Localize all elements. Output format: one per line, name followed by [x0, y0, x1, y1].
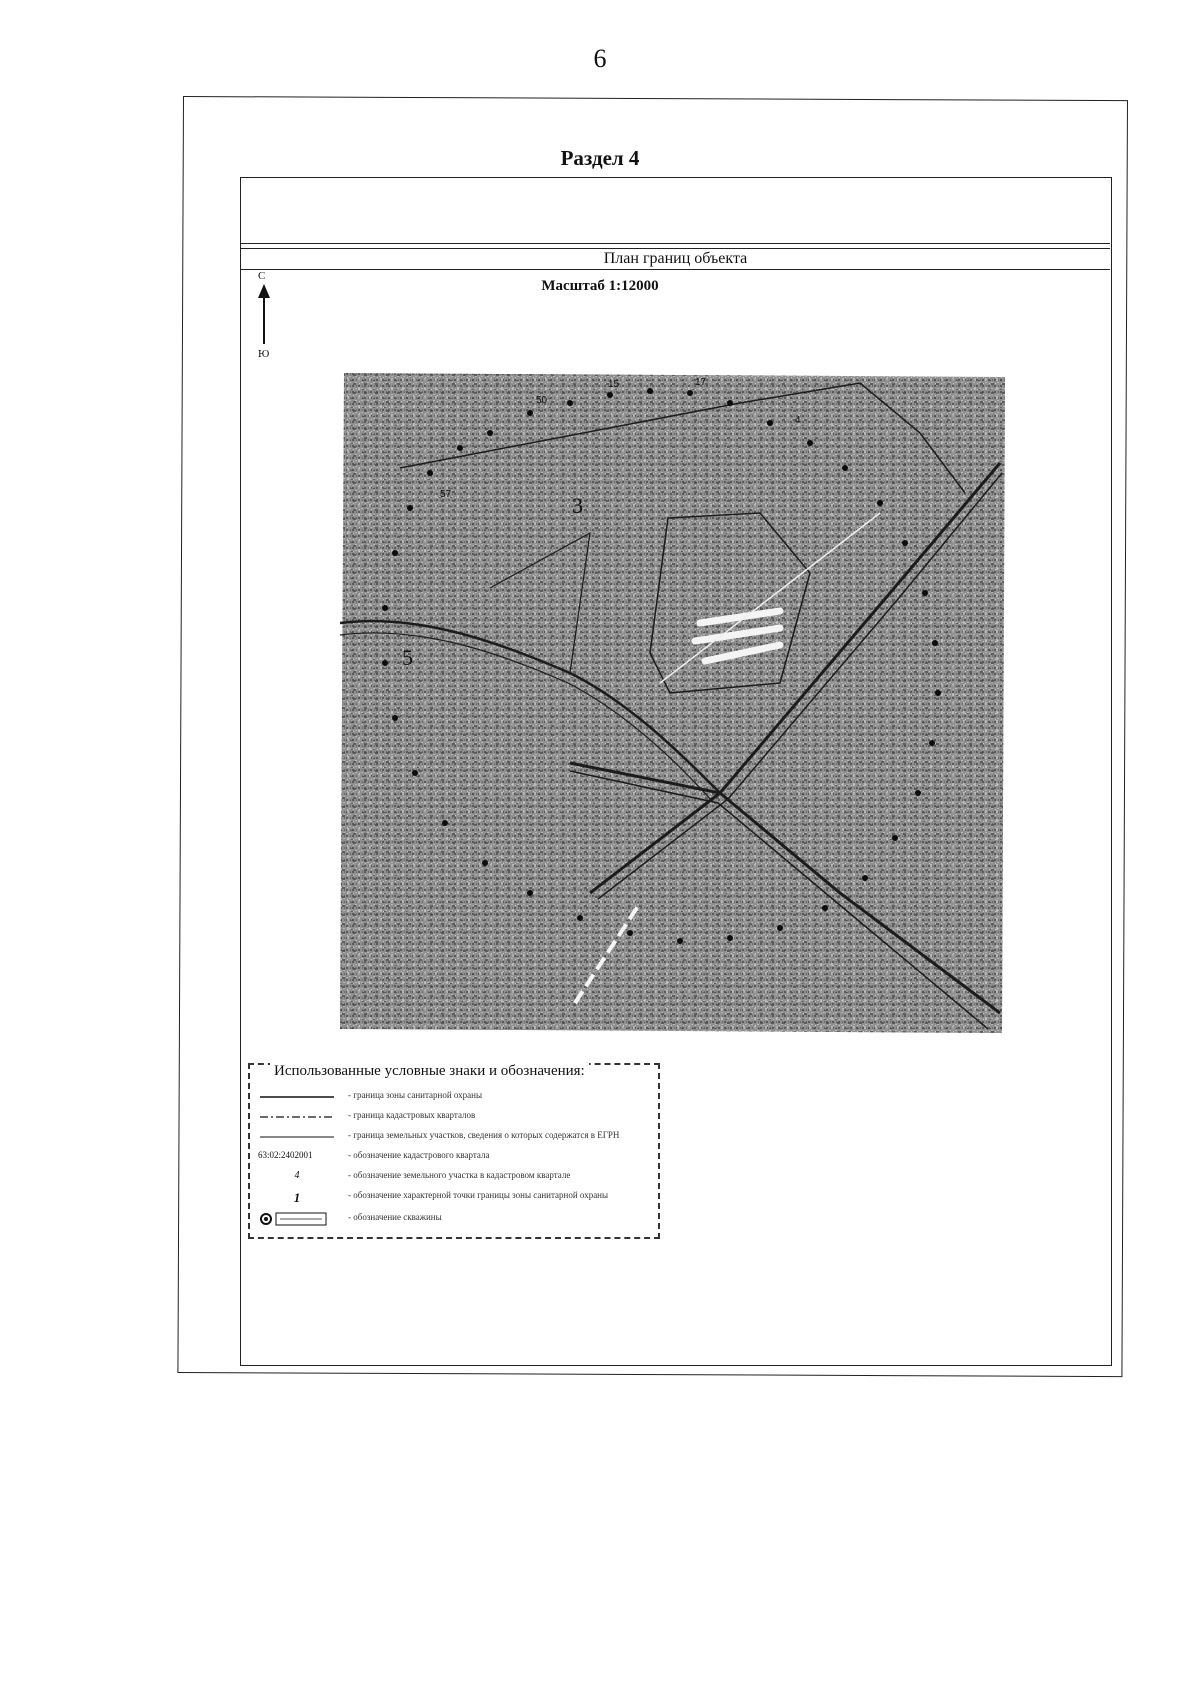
plan-title: План границ объекта — [241, 248, 1110, 270]
legend-text: - обозначение земельного участка в кадастровом квартале — [348, 1170, 571, 1180]
map-area-label: 3 — [572, 493, 583, 518]
legend-symbol-text: 1 — [293, 1190, 301, 1205]
legend-row — [258, 1087, 653, 1107]
legend-text: - обозначение скважины — [348, 1212, 442, 1222]
legend-text: - граница кадастровых кварталов — [348, 1110, 476, 1120]
legend-text: - граница земельных участков, сведения о которых содержатся в ЕГРН — [348, 1130, 620, 1140]
sanitary-zone-line-icon — [258, 1090, 336, 1104]
legend-text: - обозначение характерной точки границы зоны санитарной охраны — [348, 1190, 609, 1200]
compass-north-label: С — [258, 270, 266, 282]
boundary-point — [427, 470, 433, 476]
legend-row — [258, 1167, 653, 1187]
compass-south-label: Ю — [258, 348, 270, 360]
legend-row — [258, 1147, 653, 1167]
cadastral-boundary-line-icon — [258, 1110, 336, 1124]
map-point-label: 50 — [536, 395, 548, 406]
compass — [255, 270, 275, 365]
compass-shaft — [263, 296, 265, 344]
scale-label: Масштаб 1:12000 — [541, 278, 659, 294]
header-band — [241, 175, 1110, 244]
section-title: Раздел 4 — [560, 146, 640, 170]
map-point-label: 15 — [608, 379, 620, 390]
legend-row — [258, 1187, 653, 1207]
legend-row — [258, 1107, 653, 1127]
legend-title: Использованные условные знаки и обозначения: — [270, 1063, 589, 1080]
legend-row — [258, 1209, 653, 1229]
well-icon — [258, 1212, 336, 1226]
legend-text: - обозначение кадастрового квартала — [348, 1150, 490, 1160]
map-road-label: 5 — [402, 645, 413, 670]
legend-symbol-text: 4 — [294, 1170, 300, 1181]
legend-text: - граница зоны санитарной охраны — [348, 1090, 483, 1100]
parcel-boundary-line-icon — [258, 1130, 336, 1144]
legend-row — [258, 1127, 653, 1147]
map-image — [340, 373, 1005, 1033]
page-number: 6 — [593, 44, 607, 73]
legend-symbol-text: 63:02:2402001 — [258, 1150, 313, 1160]
map-point-label: 4 — [795, 415, 801, 426]
map-point-label: 57 — [440, 489, 452, 500]
map-point-label: 17 — [695, 377, 707, 388]
legend — [248, 1063, 660, 1239]
